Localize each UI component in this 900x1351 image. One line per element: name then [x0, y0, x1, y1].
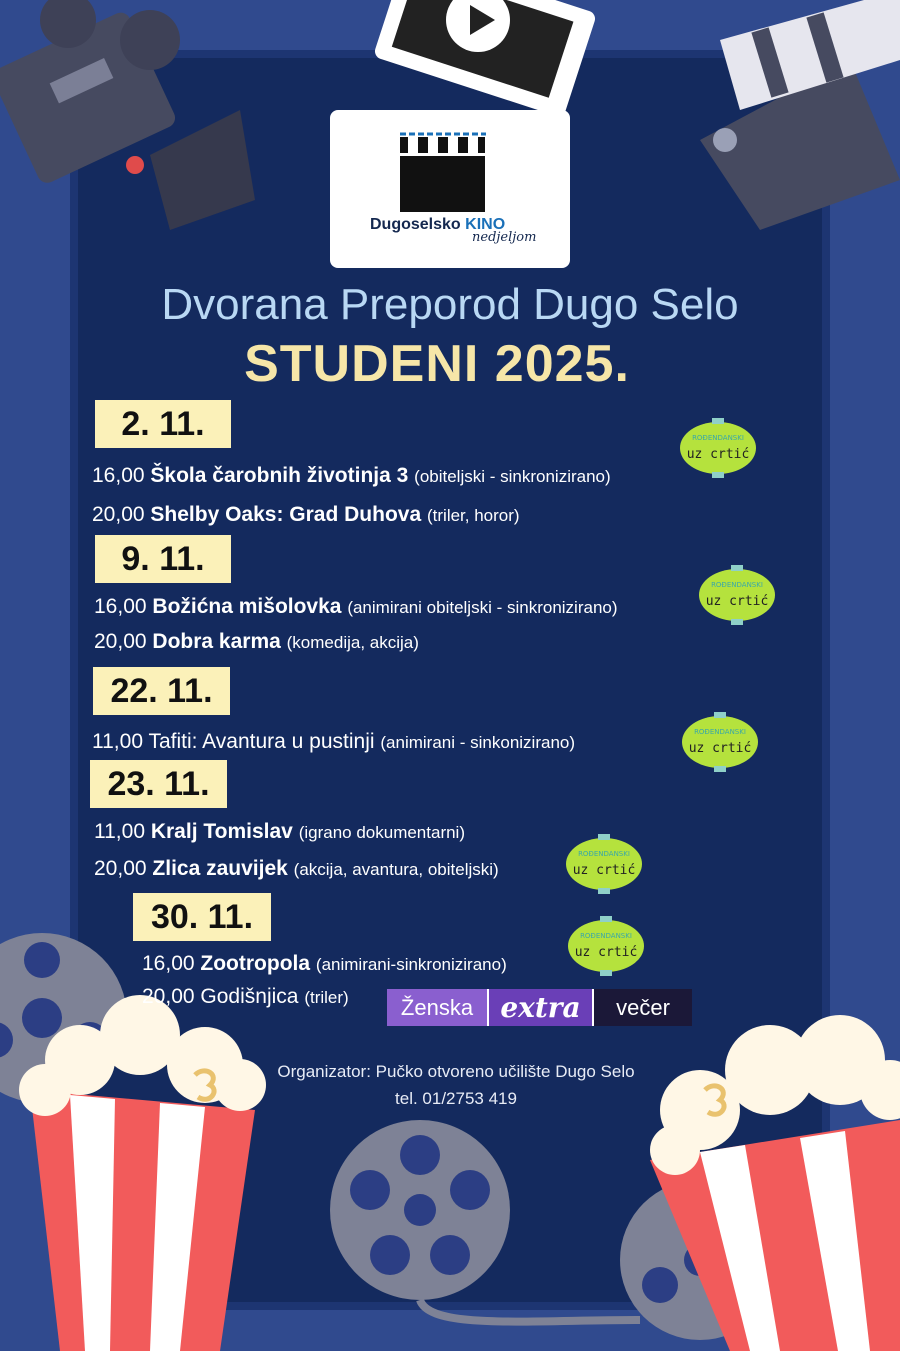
screening-title: Škola čarobnih životinja 3 — [150, 464, 409, 487]
screening-row — [92, 503, 520, 527]
screening-time: 20,00 — [94, 857, 147, 880]
screening-note: (obiteljski - sinkronizirano) — [414, 467, 611, 486]
screening-title: Dobra karma — [152, 630, 281, 653]
screening-row — [92, 464, 611, 488]
screening-row — [92, 730, 575, 754]
screening-note: (akcija, avantura, obiteljski) — [293, 860, 499, 879]
date-label: 23. 11. — [90, 760, 227, 808]
screening-note: (triler, horor) — [427, 506, 520, 525]
logo-brand-sub: nedjeljom — [472, 230, 537, 245]
uz-crtic-badge-icon — [566, 916, 646, 976]
screening-note: (animirani-sinkronizirano) — [315, 955, 507, 974]
vecer-label: večer — [594, 989, 692, 1026]
screening-row — [94, 820, 465, 844]
badge-line1: ROĐENDANSKI — [692, 434, 744, 442]
uz-crtic-badge-icon — [564, 834, 644, 894]
screening-row — [142, 952, 507, 976]
logo-brand-main: Dugoselsko — [370, 216, 461, 233]
screening-title: Tafiti: Avantura u pustinji — [148, 730, 375, 753]
screening-time: 20,00 — [94, 630, 147, 653]
clapperboard-logo-icon — [398, 132, 488, 217]
screening-time: 11,00 — [94, 820, 145, 843]
badge-line2: uz crtić — [688, 741, 752, 756]
date-label: 2. 11. — [95, 400, 231, 448]
uz-crtic-badge-icon — [678, 418, 758, 478]
clapperboard-icon — [700, 0, 900, 230]
screening-note: (igrano dokumentarni) — [298, 823, 465, 842]
badge-line1: ROĐENDANSKI — [711, 581, 763, 589]
screening-time: 20,00 — [142, 985, 195, 1008]
uz-crtic-badge-icon — [680, 712, 760, 772]
screening-row — [94, 857, 499, 881]
uz-crtic-badge-icon — [697, 565, 777, 625]
badge-line2: uz crtić — [686, 447, 750, 462]
screening-row — [94, 595, 618, 619]
screening-title: Zlica zauvijek — [152, 857, 288, 880]
badge-line2: uz crtić — [705, 594, 769, 609]
popcorn-icon — [19, 995, 266, 1351]
screening-title: Božićna mišolovka — [152, 595, 342, 618]
extra-label: extra — [487, 989, 594, 1026]
date-label: 30. 11. — [133, 893, 271, 941]
screening-note: (komedija, akcija) — [286, 633, 419, 652]
date-label: 22. 11. — [93, 667, 230, 715]
screening-time: 11,00 — [92, 730, 143, 753]
badge-line1: ROĐENDANSKI — [580, 932, 632, 940]
movie-camera-icon — [0, 0, 255, 230]
badge-line1: ROĐENDANSKI — [578, 850, 630, 858]
screening-title: Kralj Tomislav — [150, 820, 293, 843]
zenska-label: Ženska — [387, 989, 487, 1026]
screening-time: 16,00 — [92, 464, 145, 487]
kino-logo — [330, 110, 570, 268]
badge-line1: ROĐENDANSKI — [694, 728, 746, 736]
screening-note: (triler) — [304, 988, 349, 1007]
venue-title: Dvorana Preporod Dugo Selo — [161, 280, 739, 329]
screening-time: 16,00 — [142, 952, 195, 975]
screening-title: Shelby Oaks: Grad Duhova — [150, 503, 422, 526]
month-title: STUDENI 2025. — [244, 335, 630, 393]
screening-time: 16,00 — [94, 595, 147, 618]
screening-title: Zootropola — [200, 952, 311, 975]
badge-line2: uz crtić — [572, 863, 636, 878]
screening-note: (animirani obiteljski - sinkronizirano) — [347, 598, 618, 617]
screening-row — [94, 630, 419, 654]
date-label: 9. 11. — [95, 535, 231, 583]
screening-row — [142, 985, 349, 1009]
logo-brand-kino: KINO — [465, 216, 506, 233]
screening-note: (animirani - sinkonizirano) — [380, 733, 576, 752]
organizer-info — [0, 1058, 900, 1112]
screening-time: 20,00 — [92, 503, 145, 526]
badge-line2: uz crtić — [574, 945, 638, 960]
organizer-name: Organizator: Pučko otvoreno učilište Dugo Selo — [277, 1062, 635, 1081]
zenska-extra-vecer-banner — [387, 989, 692, 1026]
film-reel-icon — [330, 1120, 640, 1322]
organizer-phone: tel. 01/2753 419 — [395, 1089, 517, 1108]
film-icon — [373, 0, 597, 118]
screening-title: Godišnjica — [200, 985, 299, 1008]
